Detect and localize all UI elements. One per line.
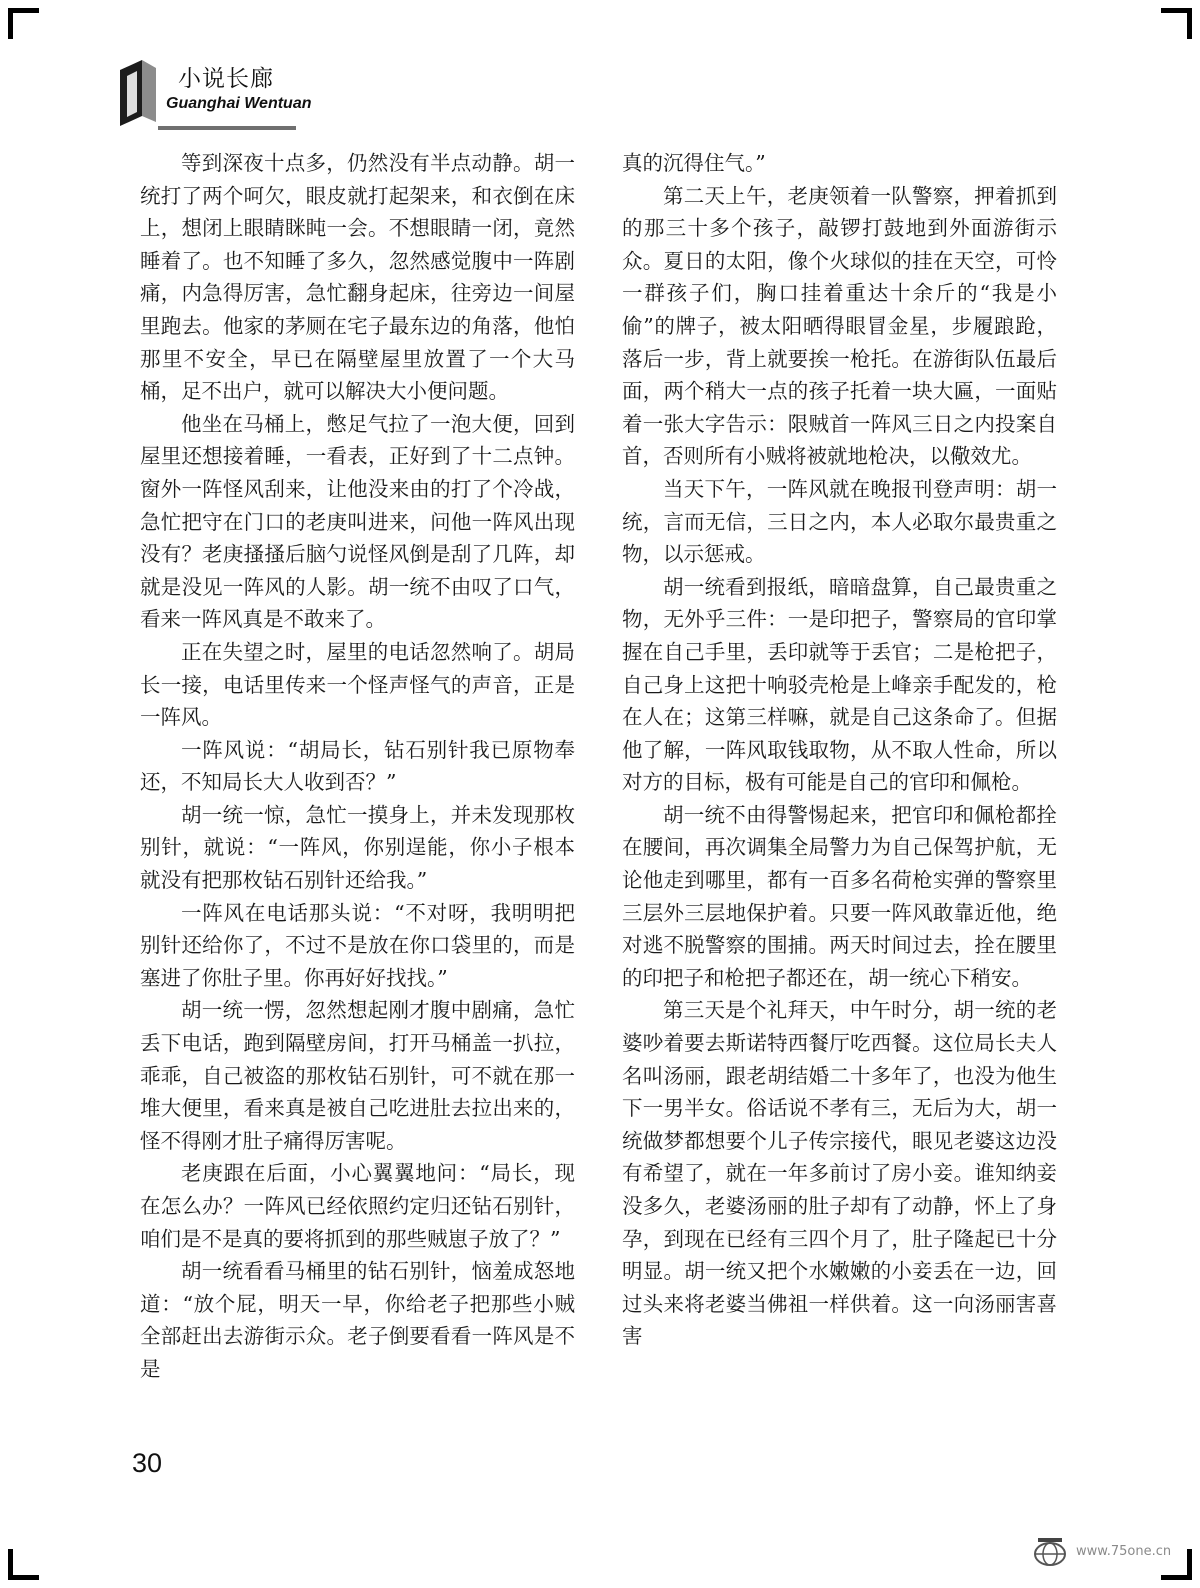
section-subtitle: Guanghai Wentuan <box>166 95 312 112</box>
crop-mark-bottom-left <box>8 1549 39 1580</box>
paragraph: 第二天上午，老庚领着一队警察，押着抓到的那三十多个孩子，敲锣打鼓地到外面游街示众。夏日的太阳，像个火球似的挂在天空，可怜一群孩子们，胸口挂着重达十余斤的“我是小偷”的牌子，被太阳晒得眼冒金星，步履踉跄，落后一步，背上就要挨一枪托。在游街队伍最后面，两个稍大一点的孩子托着一块大匾，一面贴着一张大字告示：限贼首一阵风三日之内投案自首，否则所有小贼将被就地枪决，以儆效尤。 <box>622 183 1057 469</box>
paragraph: 老庚跟在后面，小心翼翼地问：“局长，现在怎么办？一阵风已经依照约定归还钻石别针，咱们是不是真的要将抓到的那些贼崽子放了？” <box>140 1161 575 1251</box>
paragraph: 胡一统看看马桶里的钻石别针，恼羞成怒地道：“放个屁，明天一早，你给老子把那些小贼全部赶出去游街示众。老子倒要看看一阵风是不是 <box>140 1259 575 1381</box>
paragraph: 胡一统看到报纸，暗暗盘算，自己最贵重之物，无外乎三件：一是印把子，警察局的官印掌握在自己手里，丢印就等于丢官；二是枪把子，自己身上这把十响驳壳枪是上峰亲手配发的，枪在人在；这第三样嘛，就是自己这条命了。但据他了解，一阵风取钱取物，从不取人性命，所以对方的目标，极有可能是自己的官印和佩枪。 <box>622 574 1057 795</box>
section-header <box>118 52 312 132</box>
paragraph: 一阵风在电话那头说：“不对呀，我明明把别针还给你了，不过不是放在你口袋里的，而是塞进了你肚子里。你再好好找找。” <box>140 900 575 990</box>
paragraph: 胡一统不由得警惕起来，把官印和佩枪都拴在腰间，再次调集全局警力为自己保驾护航，无论他走到哪里，都有一百多名荷枪实弹的警察里三层外三层地保护着。只要一阵风敢靠近他，绝对逃不脱警察的围捕。两天时间过去，拴在腰里的印把子和枪把子都还在，胡一统心下稍安。 <box>622 802 1057 990</box>
right-column <box>622 147 1057 1353</box>
section-logo-icon <box>118 56 158 128</box>
paragraph: 第三天是个礼拜天，中午时分，胡一统的老婆吵着要去斯诺特西餐厅吃西餐。这位局长夫人名叫汤丽，跟老胡结婚二十多年了，也没为他生下一男半女。俗话说不孝有三，无后为大，胡一统做梦都想要个儿子传宗接代，眼见老婆这边没有希望了，就在一年多前讨了房小妾。谁知纳妾没多久，老婆汤丽的肚子却有了动静，怀上了身孕，到现在已经有三四个月了，肚子隆起已十分明显。胡一统又把个水嫩嫩的小妾丢在一边，回过头来将老婆当佛祖一样供着。这一向汤丽害喜害 <box>622 998 1057 1349</box>
globe-logo-icon <box>1032 1534 1068 1568</box>
paragraph: 正在失望之时，屋里的电话忽然响了。胡局长一接，电话里传来一个怪声怪气的声音，正是一阵风。 <box>140 639 575 730</box>
watermark-url: www.75one.cn <box>1076 1544 1172 1559</box>
crop-mark-top-left <box>8 8 39 39</box>
paragraph: 胡一统一愣，忽然想起刚才腹中剧痛，急忙丢下电话，跑到隔壁房间，打开马桶盖一扒拉，乖乖，自己被盗的那枚钻石别针，可不就在那一堆大便里，看来真是被自己吃进肚去拉出来的，怪不得刚才肚子痛得厉害呢。 <box>140 998 575 1153</box>
site-watermark <box>1030 1530 1195 1570</box>
paragraph: 当天下午，一阵风就在晚报刊登声明：胡一统，言而无信，三日之内，本人必取尔最贵重之物，以示惩戒。 <box>622 476 1057 567</box>
page-number: 30 <box>132 1448 163 1478</box>
header-rule <box>158 126 296 130</box>
paragraph: 他坐在马桶上，憋足气拉了一泡大便，回到屋里还想接着睡，一看表，正好到了十二点钟。窗外一阵怪风刮来，让他没来由的打了个冷战，急忙把守在门口的老庚叫进来，问他一阵风出现没有？老庚搔搔后脑勺说怪风倒是刮了几阵，却就是没见一阵风的人影。胡一统不由叹了口气，看来一阵风真是不敢来了。 <box>140 411 575 632</box>
paragraph: 一阵风说：“胡局长，钻石别针我已原物奉还，不知局长大人收到否？” <box>140 737 575 795</box>
paragraph: 胡一统一惊，急忙一摸身上，并未发现那枚别针，就说：“一阵风，你别逞能，你小子根本就没有把那枚钻石别针还给我。” <box>140 802 575 893</box>
continued-paragraph: 真的沉得住气。” <box>622 151 766 175</box>
crop-mark-top-right <box>1161 8 1192 39</box>
section-title: 小说长廊 <box>178 66 274 92</box>
paragraph: 等到深夜十点多，仍然没有半点动静。胡一统打了两个呵欠，眼皮就打起架来，和衣倒在床上，想闭上眼睛眯盹一会。不想眼睛一闭，竟然睡着了。也不知睡了多久，忽然感觉腹中一阵剧痛，内急得厉害，急忙翻身起床，往旁边一间屋里跑去。他家的茅厕在宅子最东边的角落，他怕那里不安全，早已在隔壁屋里放置了一个大马桶，足不出户，就可以解决大小便问题。 <box>140 151 575 404</box>
left-column <box>140 147 575 1386</box>
